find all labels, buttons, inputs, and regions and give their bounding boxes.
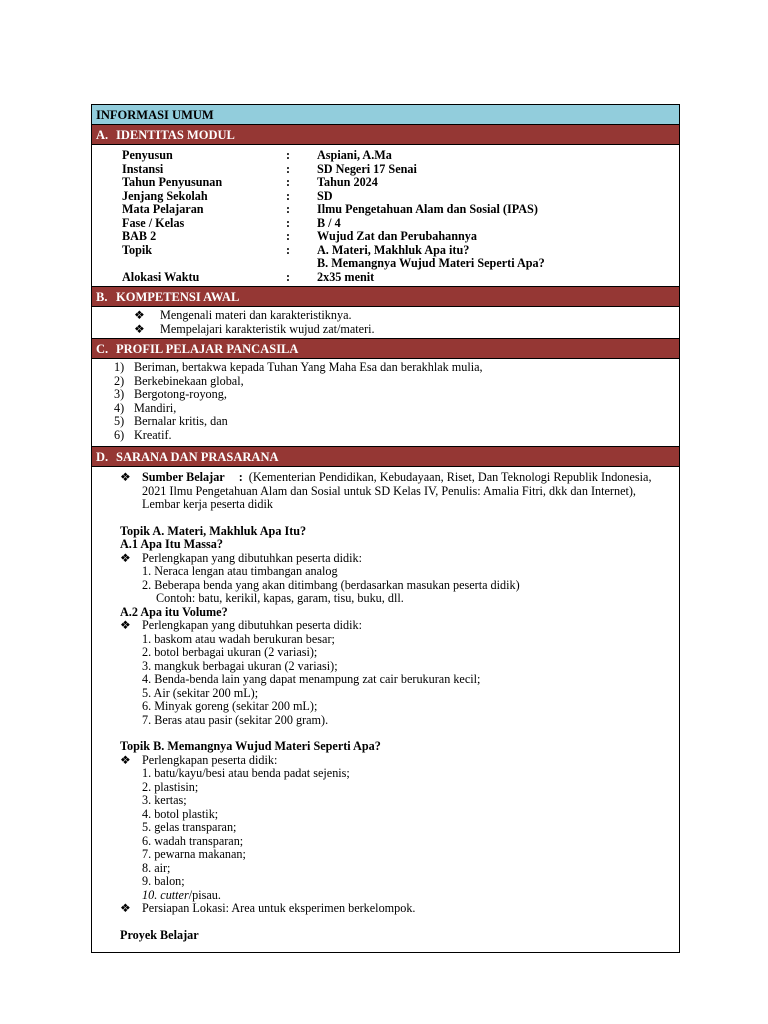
identitas-row xyxy=(92,176,679,190)
identitas-value: B / 4 xyxy=(317,215,341,230)
profil-item xyxy=(114,388,679,402)
identitas-value: SD Negeri 17 Senai xyxy=(317,161,417,176)
identitas-value: B. Memangnya Wujud Materi Seperti Apa? xyxy=(317,256,545,270)
identitas-value: Aspiani, A.Ma xyxy=(317,148,392,162)
a1-bullet-icon: ❖ xyxy=(120,550,131,565)
b-item: 5. gelas transparan; xyxy=(142,820,237,834)
topik-a-title: Topik A. Materi, Makhluk Apa Itu? xyxy=(120,523,307,538)
identitas-label: Instansi xyxy=(122,161,164,176)
a2-title: A.2 Apa itu Volume? xyxy=(120,604,228,619)
profil-number: 1) xyxy=(114,360,125,374)
general-info-header xyxy=(92,105,679,125)
identitas-colon: : xyxy=(286,175,291,189)
b-lead-row xyxy=(120,754,667,768)
identitas-label: Topik xyxy=(122,242,153,257)
profil-title: PROFIL PELAJAR PANCASILA xyxy=(116,342,299,356)
sarana-body xyxy=(92,467,679,952)
profil-number: 4) xyxy=(114,400,125,415)
b-item: 7. pewarna makanan; xyxy=(142,847,246,861)
profil-number: 5) xyxy=(114,414,125,428)
identitas-title: IDENTITAS MODUL xyxy=(116,128,235,142)
identitas-colon: : xyxy=(286,242,291,257)
a1-item: 1. Neraca lengan atau timbangan analog xyxy=(142,564,338,578)
identitas-colon: : xyxy=(286,148,291,162)
b-lead: Perlengkapan peserta didik: xyxy=(142,752,278,767)
identitas-label: BAB 2 xyxy=(122,229,157,243)
b-item-10 xyxy=(120,889,667,903)
b-item: 8. air; xyxy=(142,860,171,875)
a2-item: 5. Air (sekitar 200 mL); xyxy=(142,685,259,700)
identitas-row xyxy=(92,190,679,204)
kompetensi-text: Mempelajari karakteristik wujud zat/materi. xyxy=(160,321,375,336)
lokasi-text: Persiapan Lokasi: Area untuk eksperimen berkelompok. xyxy=(142,901,416,915)
identitas-value: A. Materi, Makhluk Apa itu? xyxy=(317,242,470,257)
sumber-belajar-row xyxy=(120,471,667,512)
kompetensi-letter: B. xyxy=(96,290,108,304)
sumber-bullet-icon: ❖ xyxy=(120,470,131,484)
kompetensi-header xyxy=(92,287,679,307)
a2-item: 3. mangkuk berbagai ukuran (2 variasi); xyxy=(142,658,338,673)
identitas-row xyxy=(92,271,679,285)
a2-item: 4. Benda-benda lain yang dapat menampung zat cair berukuran kecil; xyxy=(142,672,481,686)
sumber-colon: : xyxy=(238,470,243,484)
a2-lead-row xyxy=(120,619,667,633)
identitas-colon: : xyxy=(286,229,291,243)
identitas-colon: : xyxy=(286,161,291,176)
identitas-header xyxy=(92,125,679,145)
profil-header xyxy=(92,339,679,359)
lokasi-bullet-icon: ❖ xyxy=(120,901,131,915)
a2-lead: Perlengkapan yang dibutuhkan peserta didik: xyxy=(142,618,362,632)
sarana-header xyxy=(92,447,679,467)
identitas-row xyxy=(92,244,679,258)
identitas-value: 2x35 menit xyxy=(317,269,375,284)
lokasi-row xyxy=(120,902,667,916)
sumber-belajar-text xyxy=(142,471,667,512)
kompetensi-list xyxy=(92,307,679,339)
a2-item: 1. baskom atau wadah berukuran besar; xyxy=(142,631,335,646)
identitas-label xyxy=(92,257,286,271)
a2-bullet-icon: ❖ xyxy=(120,618,131,632)
identitas-label: Fase / Kelas xyxy=(122,215,185,230)
identitas-row xyxy=(92,257,679,271)
a2-item: 7. Beras atau pasir (sekitar 200 gram). xyxy=(142,712,329,727)
profil-text: Beriman, bertakwa kepada Tuhan Yang Maha Esa dan berakhlak mulia, xyxy=(134,360,483,374)
identitas-label: Tahun Penyusunan xyxy=(122,175,223,189)
identitas-colon: : xyxy=(286,202,291,216)
profil-item xyxy=(114,415,679,429)
profil-text: Bernalar kritis, dan xyxy=(134,414,228,428)
b-item-10-rest: /pisau. xyxy=(188,887,221,902)
b-item: 1. batu/kayu/besi atau benda padat sejenis; xyxy=(142,766,350,780)
identitas-table xyxy=(92,145,679,287)
profil-text: Bergotong-royong, xyxy=(134,387,227,401)
identitas-row xyxy=(92,203,679,217)
profil-text: Berkebinekaan global, xyxy=(134,373,244,388)
identitas-colon: : xyxy=(286,215,291,230)
identitas-letter: A. xyxy=(96,128,109,142)
sarana-title: SARANA DAN PRASARANA xyxy=(116,450,279,464)
identitas-row xyxy=(92,230,679,244)
kompetensi-item xyxy=(134,323,679,337)
module-document xyxy=(91,104,680,953)
b-item: 2. plastisin; xyxy=(142,779,199,794)
profil-text: Mandiri, xyxy=(134,400,177,415)
a1-example: Contoh: batu, kerikil, kapas, garam, tisu, buku, dll. xyxy=(156,591,404,605)
profil-item xyxy=(114,361,679,375)
a1-title: A.1 Apa Itu Massa? xyxy=(120,537,223,551)
a2-item: 2. botol berbagai ukuran (2 variasi); xyxy=(142,645,318,659)
identitas-value: Ilmu Pengetahuan Alam dan Sosial (IPAS) xyxy=(317,202,538,216)
identitas-row xyxy=(92,163,679,177)
sarana-letter: D. xyxy=(96,450,109,464)
b-item: 6. wadah transparan; xyxy=(142,833,244,848)
diamond-bullet-icon: ❖ xyxy=(134,308,145,322)
profil-number: 2) xyxy=(114,373,125,388)
identitas-label: Penyusun xyxy=(122,148,173,162)
b-item: 3. kertas; xyxy=(142,793,187,807)
diamond-bullet-icon: ❖ xyxy=(134,321,145,336)
identitas-colon: : xyxy=(286,269,291,284)
sumber-label: Sumber Belajar xyxy=(142,470,225,484)
profil-number: 6) xyxy=(114,427,125,442)
b-bullet-icon: ❖ xyxy=(120,752,131,767)
b-item: 4. botol plastik; xyxy=(142,806,219,821)
identitas-colon: : xyxy=(286,188,291,203)
general-info-title: INFORMASI UMUM xyxy=(96,108,214,122)
profil-text: Kreatif. xyxy=(134,427,172,442)
identitas-row xyxy=(92,217,679,231)
kompetensi-title: KOMPETENSI AWAL xyxy=(116,290,240,304)
identitas-label: Jenjang Sekolah xyxy=(122,188,208,203)
topik-b-title: Topik B. Memangnya Wujud Materi Seperti Apa? xyxy=(120,739,381,753)
identitas-colon xyxy=(286,257,317,271)
a1-lead-row xyxy=(120,552,667,566)
profil-letter: C. xyxy=(96,342,109,356)
identitas-label: Mata Pelajaran xyxy=(122,202,204,216)
identitas-value: Tahun 2024 xyxy=(317,175,378,189)
profil-item xyxy=(114,402,679,416)
profil-item xyxy=(114,375,679,389)
a1-item: 2. Beberapa benda yang akan ditimbang (berdasarkan masukan peserta didik) xyxy=(142,577,520,592)
a1-lead: Perlengkapan yang dibutuhkan peserta didik: xyxy=(142,550,362,565)
profil-list xyxy=(92,359,679,447)
identitas-value: Wujud Zat dan Perubahannya xyxy=(317,229,477,243)
identitas-value: SD xyxy=(317,188,333,203)
sumber-value: (Kementerian Pendidikan, Kebudayaan, Riset, Dan Teknologi Republik Indonesia, 2021 Ilmu Pengetahuan Alam dan Sosial untuk SD Kelas IV, Penulis: Amalia Fitri, dkk dan Internet), Lembar kerja peserta didik xyxy=(142,470,652,511)
profil-item xyxy=(114,429,679,443)
kompetensi-item xyxy=(134,309,679,323)
proyek-belajar-title: Proyek Belajar xyxy=(120,927,199,942)
kompetensi-text: Mengenali materi dan karakteristiknya. xyxy=(160,308,352,322)
b-item: 9. balon; xyxy=(142,874,185,888)
profil-number: 3) xyxy=(114,387,125,401)
a2-item: 6. Minyak goreng (sekitar 200 mL); xyxy=(142,699,318,713)
identitas-label: Alokasi Waktu xyxy=(122,269,200,284)
identitas-row xyxy=(92,149,679,163)
b-item-10-italic: 10. cutter xyxy=(142,887,189,902)
